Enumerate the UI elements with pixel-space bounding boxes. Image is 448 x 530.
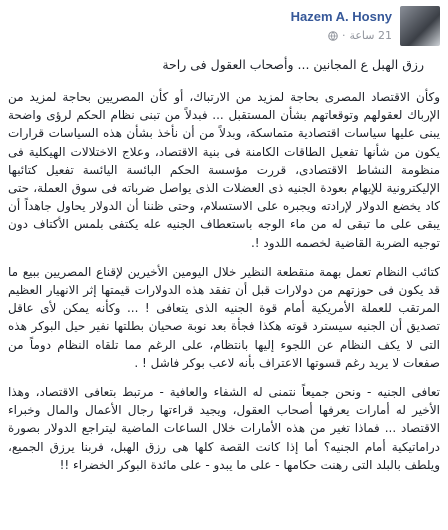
post-timestamp[interactable]: 21 ساعة: [349, 29, 392, 42]
post-paragraph: كتائب النظام تعمل بهمة منقطعة النظير خلال اليومين الأخيرين لإقناع المصريين ببيع ما قد يكون فى حوزتهم من دولارات قبل أن تفقد هذه الدولارات قيمتها إثر الانهيار العظيم المرتقب للعملة الأمريكية أمام قوة الجنيه الذى يتعافى ! ... وكأنه يمكن لأى عاقل تصديق أن الجنيه سيسترد قوته هكذا فجأة بعد نوبة صحيان بطلتها نفير حيل البوكر هذه التى لا يكف النظام عن اللجوء إليها بانتظام، على الرغم مما تلقاه النظام دوماً من صفعات لا يريد رغم قسوتها الاعتراف بأنه لاعب بوكر فاشل ! .: [8, 264, 440, 370]
post-body: [8, 88, 440, 485]
post-paragraph: تعافى الجنيه - ونحن جميعاً نتمنى له الشفاء والعافية - مرتبط بتعافى الاقتصاد، وهذا الأخير له أمارات يعرفها أصحاب العقول، ويجيد قراءتها رجال الأعمال والمال وخبراء الاقتصاد ... فماذا تغير من هذه الأمارات خلال الساعات الماضية ليتراجع الدولار بصورة دراماتيكية أمام الجنيه؟ أما إذا كانت القصة كلها هى رزق الهبل، فربنا يرزق الجميع، ويلطف بالبلد التى رهنت حكامها - على ما يبدو - على مائدة البوكر الخضراء !!: [8, 385, 440, 472]
avatar[interactable]: [400, 6, 440, 46]
post-title: رزق الهبل ع المجانين ... وأصحاب العقول فى راحة: [162, 57, 424, 72]
separator-dot: ·: [341, 29, 346, 42]
globe-icon[interactable]: [328, 31, 338, 41]
author-name[interactable]: Hazem A. Hosny: [290, 9, 392, 24]
post-meta: [328, 29, 392, 42]
post-paragraph: وكأن الاقتصاد المصرى بحاجة لمزيد من الارتباك، أو كأن المصريين بحاجة لمزيد من الإرباك لعقولهم وتوقعاتهم بشأن المستقبل ... فبدلاً من تبنى نظام الحكم لرؤى واضحة يبنى عليها سياسات اقتصادية متماسكة، وبدلاً من أن نأخذ بشأن هذه السياسات قرارات يكون من شأنها تفعيل الطاقات الكامنة فى بنية الاقتصاد، وعلاج الاختلالات الهيكلية فى منظومة النشاط الاقتصادى، قررت مؤسسة الحكم البائسة اليائسة تفعيل كتائبها الإليكترونية للإيهام بعودة الجنيه ذى العضلات الذى يواصل ضرباته فى سوق العملة، حتى كاد يخضع الدولار لإرادته ويجبره على الاستسلام، وحتى ظننا أن الدولار يحاول جاهداً أن يبقى على ما تبقى له من ماء الوجه باستعطاف الجنيه عله يكتفى بلمس الأكتاف دون توجيه الضربة القاضية لخصمه اللدود !.: [8, 90, 440, 250]
post-header: [0, 0, 448, 52]
